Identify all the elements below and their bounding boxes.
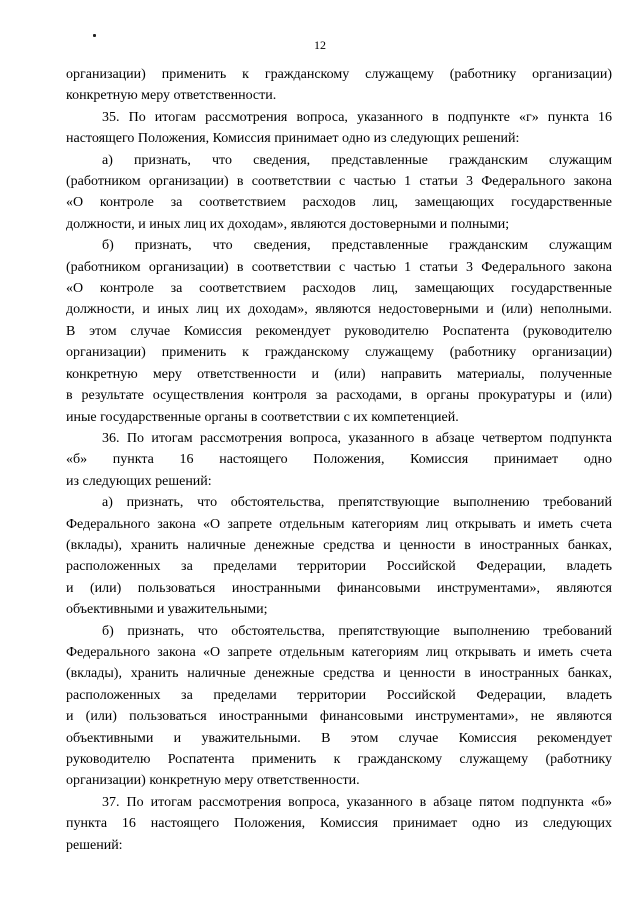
text-line: Федерального закона «О запрете отдельным категориям лиц открывать и иметь счета: [66, 644, 612, 660]
text-line: Федерального закона «О запрете отдельным категориям лиц открывать и иметь счета: [66, 516, 612, 532]
page-number: 12: [314, 38, 326, 52]
text-line: должности, и иных лиц их доходам», являются недостоверными и (или) неполными.: [66, 302, 612, 318]
paragraph-36: [66, 428, 612, 492]
text-line: «О контроле за соответствием расходов лиц, замещающих государственные: [66, 281, 612, 297]
scan-speck: [93, 34, 96, 37]
text-line: настоящего Положения, Комиссия принимает одно из следующих решений:: [66, 131, 520, 147]
text-line: «О контроле за соответствием расходов лиц, замещающих государственные: [66, 195, 612, 211]
paragraph-37: [66, 792, 612, 856]
text-line: б) признать, что сведения, представленные гражданским служащим: [102, 238, 612, 254]
text-line: В этом случае Комиссия рекомендует руководителю Роспатента (руководителю: [66, 323, 612, 339]
paragraph-36-a: [66, 492, 612, 620]
text-line: (вклады), хранить наличные денежные средства и ценности в иностранных банках,: [66, 537, 612, 553]
text-line: а) признать, что обстоятельства, препятствующие выполнению требований: [102, 495, 612, 511]
text-line: (работником организации) в соответствии с частью 1 статьи 3 Федерального закона: [66, 259, 612, 275]
text-line: а) признать, что сведения, представленные гражданским служащим: [102, 152, 612, 168]
text-line: 36. По итогам рассмотрения вопроса, указанного в абзаце четвертом подпункта: [102, 430, 612, 446]
text-line: б) признать, что обстоятельства, препятствующие выполнению требований: [102, 623, 612, 639]
text-line: конкретную меру ответственности.: [66, 88, 277, 104]
text-line: конкретную меру ответственности и (или) направить материалы, полученные: [66, 366, 612, 382]
text-line: организации) применить к гражданскому служащему (работнику организации): [66, 67, 612, 82]
document-body: [66, 64, 612, 856]
text-line: должности, и иных лиц их доходам», являются достоверными и полными;: [66, 216, 510, 232]
text-line: и (или) пользоваться иностранными финансовыми инструментами», не являются: [66, 709, 612, 725]
text-line: расположенных за пределами территории Российской Федерации, владеть: [66, 687, 612, 703]
paragraph-continuation: [66, 64, 612, 107]
text-line: 37. По итогам рассмотрения вопроса, указанного в абзаце пятом подпункта «б»: [102, 794, 612, 810]
text-line: руководителю Роспатента применить к гражданскому служащему (работнику: [66, 752, 612, 767]
text-line: объективными и уважительными. В этом случае Комиссия рекомендует: [66, 730, 612, 746]
text-line: объективными и уважительными;: [66, 602, 268, 618]
text-line: организации) конкретную меру ответственности.: [66, 773, 360, 789]
text-line: иные государственные органы в соответствии с их компетенцией.: [66, 409, 459, 425]
text-line: пункта 16 настоящего Положения, Комиссия принимает одно из следующих: [66, 816, 612, 832]
text-line: и (или) пользоваться иностранными финансовыми инструментами», являются: [66, 580, 612, 596]
paragraph-35-b: [66, 235, 612, 428]
text-line: организации) применить к гражданскому служащему (работнику организации): [66, 345, 612, 361]
text-line: «б» пункта 16 настоящего Положения, Комиссия принимает одно: [66, 452, 612, 468]
text-line: (вклады), хранить наличные денежные средства и ценности в иностранных банках,: [66, 666, 612, 682]
paragraph-35: [66, 107, 612, 150]
text-line: 35. По итогам рассмотрения вопроса, указанного в подпункте «г» пункта 16: [102, 109, 612, 125]
text-line: решений:: [66, 837, 123, 853]
text-line: в результате осуществления контроля за расходами, в органы прокуратуры и (или): [66, 388, 612, 404]
paragraph-36-b: [66, 621, 612, 792]
paragraph-35-a: [66, 150, 612, 236]
text-line: из следующих решений:: [66, 473, 212, 489]
text-line: (работником организации) в соответствии с частью 1 статьи 3 Федерального закона: [66, 174, 612, 190]
text-line: расположенных за пределами территории Российской Федерации, владеть: [66, 559, 612, 575]
